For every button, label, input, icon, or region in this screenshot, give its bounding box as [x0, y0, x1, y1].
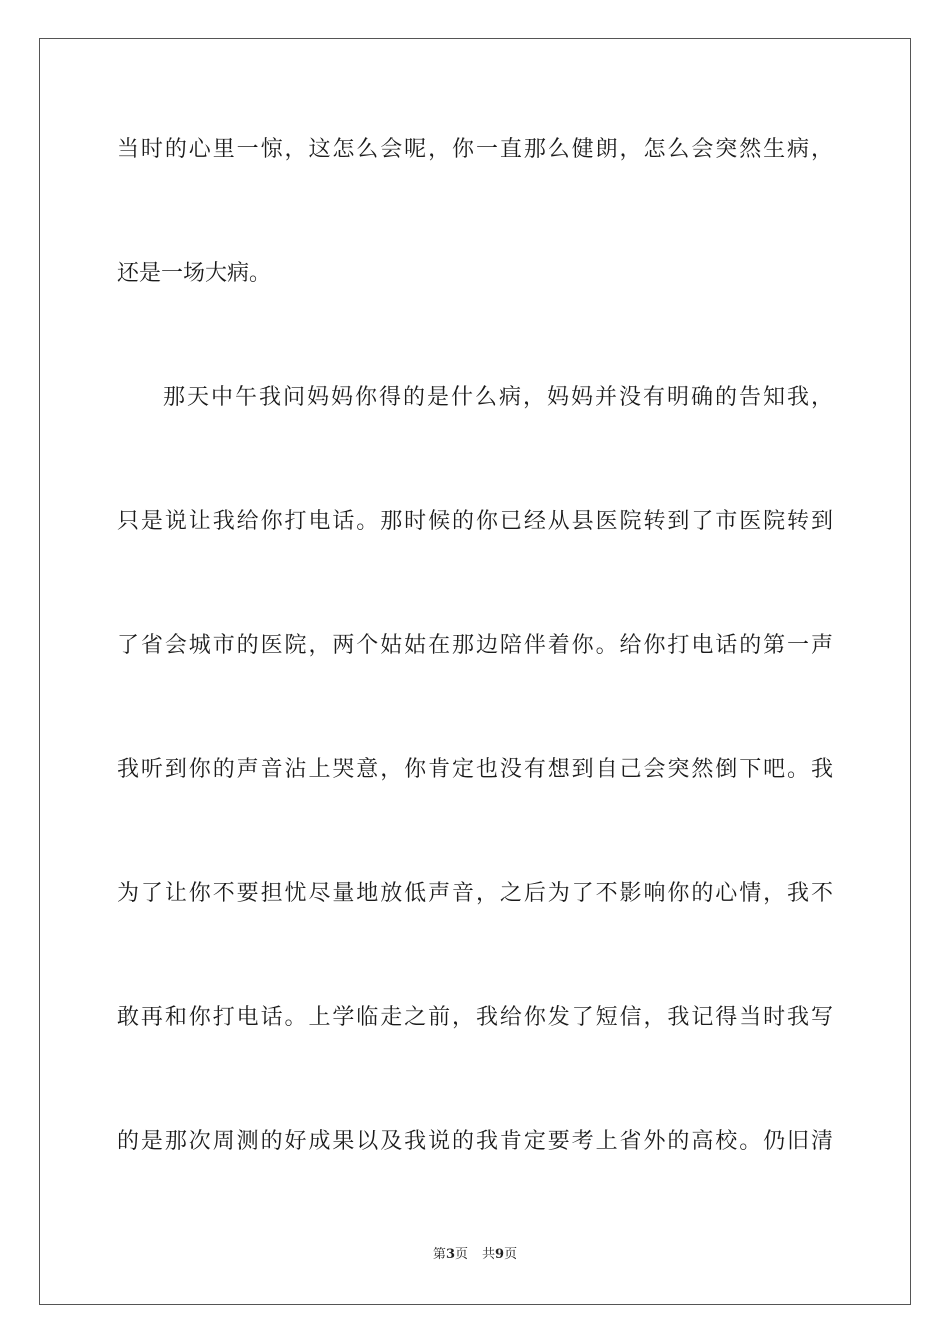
- page-frame: [39, 38, 911, 1305]
- text-line-9: 的是那次周测的好成果以及我说的我肯定要考上省外的高校。仍旧清: [117, 1129, 833, 1154]
- page-suffix: 页: [454, 1247, 468, 1262]
- total-pages-number: 9: [495, 1247, 505, 1262]
- text-line-6: 我听到你的声音沾上哭意，你肯定也没有想到自己会突然倒下吧。我: [117, 757, 833, 782]
- text-line-8: 敢再和你打电话。上学临走之前，我给你发了短信，我记得当时我写: [117, 1005, 833, 1030]
- current-page-number: 3: [445, 1247, 455, 1262]
- text-line-1: 当时的心里一惊，这怎么会呢，你一直那么健朗，怎么会突然生病，: [117, 137, 833, 162]
- text-line-4: 只是说让我给你打电话。那时候的你已经从县医院转到了市医院转到: [117, 509, 833, 534]
- page-prefix: 第: [432, 1247, 446, 1262]
- text-line-3: 那天中午我问妈妈你得的是什么病，妈妈并没有明确的告知我，: [163, 385, 833, 410]
- total-suffix: 页: [504, 1247, 518, 1262]
- text-line-7: 为了让你不要担忧尽量地放低声音，之后为了不影响你的心情，我不: [117, 881, 833, 906]
- text-line-5: 了省会城市的医院，两个姑姑在那边陪伴着你。给你打电话的第一声: [117, 633, 833, 658]
- page-footer: [0, 1246, 950, 1264]
- text-line-2: 还是一场大病。: [117, 261, 272, 286]
- total-prefix: 共: [482, 1247, 496, 1262]
